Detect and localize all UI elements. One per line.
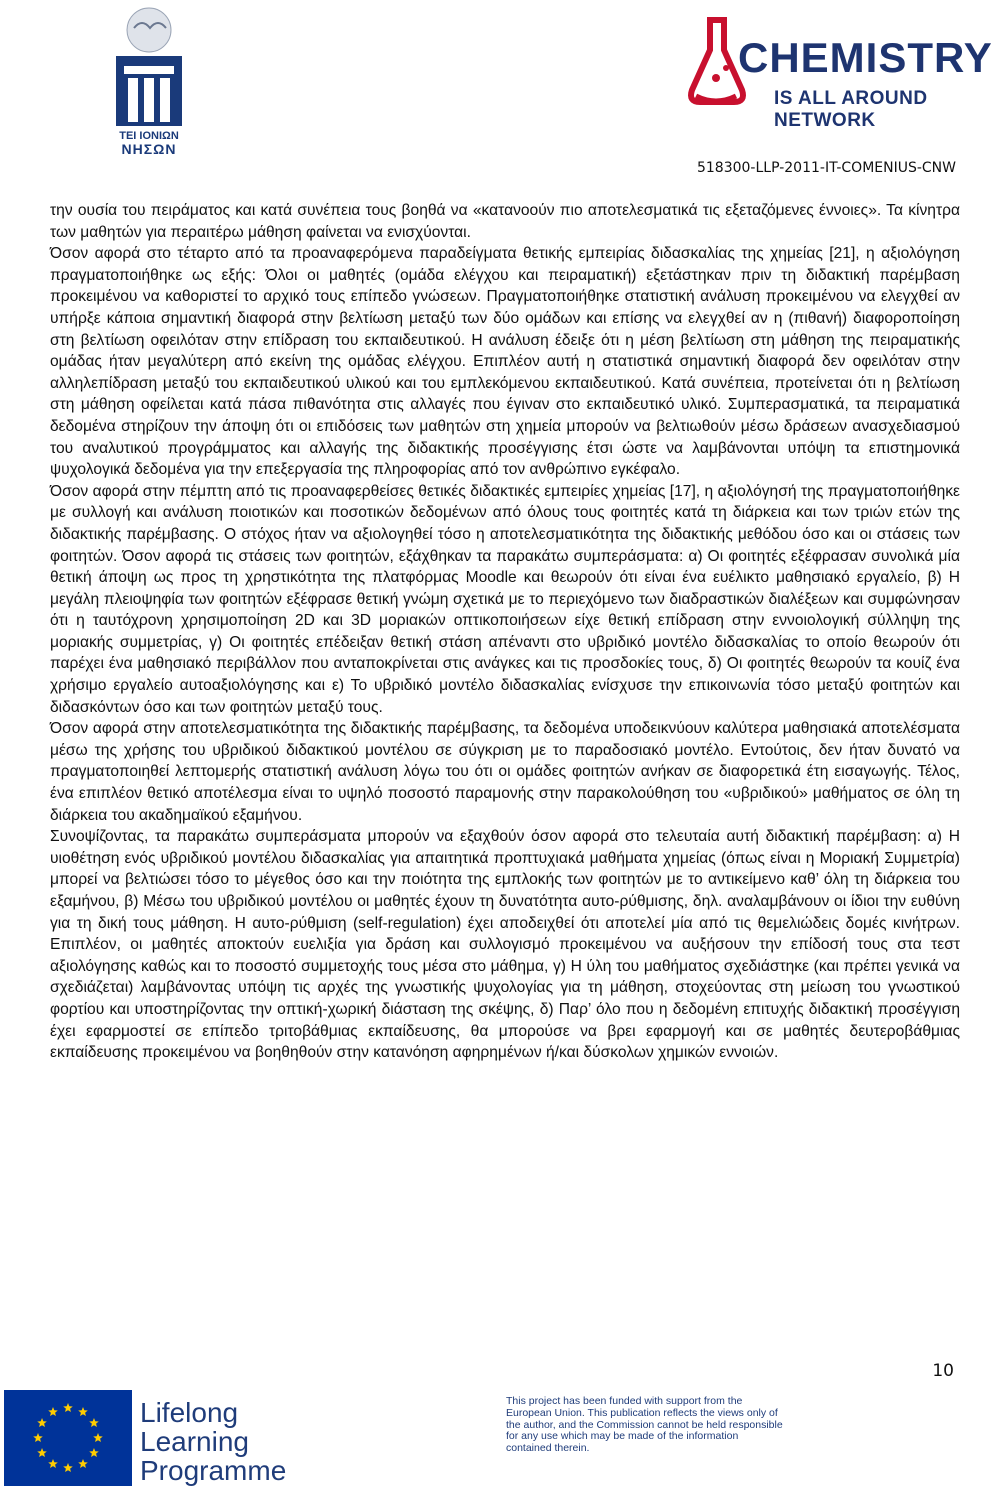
llp-line2: Learning bbox=[140, 1426, 249, 1457]
tei-name-line1: ΤΕΙ ΙΟΝΙΩΝ bbox=[119, 130, 179, 142]
eu-flag-icon bbox=[4, 1390, 132, 1486]
document-body bbox=[50, 200, 960, 1064]
page-footer bbox=[0, 1390, 960, 1493]
tei-ionian-logo bbox=[106, 4, 192, 157]
paragraph: Όσον αφορά στην πέμπτη από τις προαναφερθείσες θετικές διδακτικές εμπειρίες χημείας [17], η αξιολόγησή της πραγματοποιήθηκε με συλλογή και ανάλυση ποιοτικών και ποσοτικών δεδομένων από όλους τους φοιτητές κατά τη διάρκεια και των τριών ετών της διδακτικής παρέμβασης. Ο στόχος ήταν να αξιολογηθεί τόσο η αποτελεσματικότητα της διδακτικής μεθόδου όσο και οι στάσεις των φοιτητών. Όσον αφορά τις στάσεις των φοιτητών, εξάχθηκαν τα παρακάτω συμπεράσματα: α) Οι φοιτητές εξέφρασαν συνολικά μία θετική άποψη ως προς τη χρηστικότητα της πλατφόρμας Moodle και θεωρούν ότι είναι ένα ευέλικτο μαθησιακό εργαλείο, β) Η μεγάλη πλειοψηφία των φοιτητών εξέφρασε θετική γνώμη σχετικά με το περιεχόμενο των διαδραστικών διαλέξεων και συμφώνησαν ότι η ταυτόχρονη χρησιμοποίηση 2D και 3D μοριακών οπτικοποιήσεων είχε θετική επίδραση στην εννοιολογική σύλληψη της μοριακής συμμετρίας, γ) Οι φοιτητές επέδειξαν θετική στάση απέναντι στο υβριδικό μοντέλο διδασκαλίας το οποίο θεωρούν ότι παρέχει ένα μαθησιακό περιβάλλον που ανταποκρίνεται στις ανάγκες και τις προσδοκίες τους, δ) Οι φοιτητές θεωρούν τα κουίζ ένα χρήσιμο εργαλείο αυτοαξιολόγησης και ε) Το υβριδικό μοντέλο διδασκαλίας ενίσχυσε την επικοινωνία τόσο μεταξύ φοιτητών και διδασκόντων όσο και των φοιτητών μεταξύ τους. bbox=[50, 482, 960, 716]
tei-emblem-icon bbox=[106, 4, 192, 130]
paragraph: Όσον αφορά στο τέταρτο από τα προαναφερόμενα παραδείγματα θετικής εμπειρίας διδασκαλίας της χημείας [21], η αξιολόγηση πραγματοποιήθηκε ως εξής: Όλοι οι μαθητές (ομάδα ελέγχου και πειραματική) εξετάστηκαν πριν τη διδακτική παρέμβαση προκειμένου να καθοριστεί το αρχικό τους επίπεδο γνώσεων. Πραγματοποιήθηκε στατιστική ανάλυση προκειμένου να ελεγχθεί αν υπήρξε κάποια σημαντική διαφορά στην βελτίωση μεταξύ των δύο ομάδων και επίσης να ελεγχθεί αν η (πιθανή) διαφοροποίηση στη βελτίωση οφειλόταν στην επίδραση του εκπαιδευτικού. Η ανάλυση έδειξε ότι η μέση βελτίωση στη μάθηση της πειραματικής ομάδας ήταν μεγαλύτερη από εκείνη της ομάδας ελέγχου. Επιπλέον αυτή η στατιστικά σημαντική διαφορά δεν οφειλόταν στην αλληλεπίδραση μεταξύ του εκπαιδευτικού υλικού και του εμπλεκόμενου εκπαιδευτικού. Κατά συνέπεια, προτείνεται ότι η βελτίωση στη μάθηση οφείλεται κατά πάσα πιθανότητα στις αλλαγές που έγιναν στο εκπαιδευτικό υλικό. Συμπερασματικά, τα πειραματικά δεδομένα στηρίζουν την άποψη ότι οι επιδόσεις των μαθητών στη χημεία μπορούν να βελτιωθούν μέσω δράσεων ανασχεδιασμού του αναλυτικού προγράμματος και αλλαγής της διδακτικής προσέγγισης έτσι ώστε να λαμβάνονται υπόψη τα επιστημονικά ψυχολογικά δεδομένα για την επεξεργασία της πληροφορίας από τον ανθρώπινο εγκέφαλο. bbox=[50, 245, 960, 479]
llp-line3: Programme bbox=[140, 1455, 287, 1486]
project-code: 518300-LLP-2011-IT-COMENIUS-CNW bbox=[696, 160, 956, 176]
chemistry-logo-title: CHEMISTRY bbox=[738, 34, 993, 81]
llp-line1: Lifelong bbox=[140, 1397, 239, 1428]
tei-name-line2: ΝΗΣΩΝ bbox=[121, 141, 177, 157]
page-header bbox=[0, 0, 993, 182]
chemistry-logo-subtitle: IS ALL AROUND NETWORK bbox=[774, 88, 928, 131]
eu-disclaimer: This project has been funded with support from the European Union. This publication reflects the views only of the author, and the Commission cannot be held responsible for any use which may be made of the information contained therein. bbox=[506, 1395, 783, 1455]
chemistry-network-logo bbox=[688, 12, 993, 132]
paragraph: Συνοψίζοντας, τα παρακάτω συμπεράσματα μπορούν να εξαχθούν όσον αφορά στο τελευταία αυτή διδακτική παρέμβαση: α) Η υιοθέτηση ενός υβριδικού μοντέλου διδασκαλίας για απαιτητικά προπτυχιακά μαθήματα χημείας (όπως είναι η Μοριακή Συμμετρία) μπορεί να βελτιώσει τόσο το μέγεθος όσο και την ποιότητα της εμπλοκής των φοιτητών με το αντικείμενο καθ’ όλη τη διάρκεια του εξαμήνου, β) Μέσω του υβριδικού μοντέλου οι μαθητές έχουν τη δυνατότητα αυτο-ρύθμισης, δηλ. αναλαμβάνουν οι ίδιοι την ευθύνη για τη δική τους μάθηση. Η αυτο-ρύθμιση (self-regulation) έχει αποδειχθεί ότι αποτελεί μία από τις θεμελιώδεις δομές κινήτρων. Επιπλέον, οι μαθητές αποκτούν ευελιξία για δράση και συλλογισμό προκειμένου να αυξήσουν την επίδοσή τους στα τεστ αξιολόγησης καθώς και το ποσοστό συμμετοχής τους μέσα στο μάθημα, γ) Η ύλη του μαθήματος σχεδιάστηκε (και πρέπει γενικά να σχεδιάζεται) λαμβάνοντας υπόψη τις αρχές της γνωστικής ψυχολογίας για τη μάθηση, στοχεύοντας στη μείωση του γνωστικού φορτίου και υποστηρίζοντας την οπτική-χωρική διάσταση της σκέψης, δ) Παρ’ όλο που η δεδομένη επιτυχής διδακτική προσέγγιση έχει εφαρμοστεί σε επίπεδο τριτοβάθμιας εκπαίδευσης, θα μπορούσε να βρει εφαρμογή και σε μαθητές δευτεροβάθμιας εκπαίδευσης προκειμένου να βοηθηθούν στην κατανόηση αφηρημένων ή/και δύσκολων χημικών εννοιών. bbox=[50, 828, 960, 1062]
paragraph: Όσον αφορά στην αποτελεσματικότητα της διδακτικής παρέμβασης, τα δεδομένα υποδεικνύουν καλύτερα μαθησιακά αποτελέσματα μέσω της χρήσης του υβριδικού διδακτικού μοντέλου σε σύγκριση με το παραδοσιακό μοντέλο. Εντούτοις, δεν ήταν δυνατό να πραγματοποιηθεί λεπτομερής στατιστική ανάλυση λόγω του ότι οι ομάδες φοιτητών ανήκαν σε διαφορετικά έτη εισαγωγής. Τέλος, ένα επιπλέον θετικό αποτέλεσμα είναι το υψηλό ποσοστό παραμονής στην παρακολούθηση του «υβριδικού» μαθήματος σε όλη τη διάρκεια του ακαδημαϊκού εξαμήνου. bbox=[50, 720, 960, 824]
lifelong-learning-programme-logo bbox=[140, 1398, 286, 1485]
paragraph: την ουσία του πειράματος και κατά συνέπεια τους βοηθά να «κατανοούν πιο αποτελεσματικά τις εξεταζόμενες έννοιες». Τα κίνητρα των μαθητών για περαιτέρω μάθηση φαίνεται να ενισχύονται. bbox=[50, 202, 960, 241]
page-number: 10 bbox=[932, 1361, 954, 1381]
